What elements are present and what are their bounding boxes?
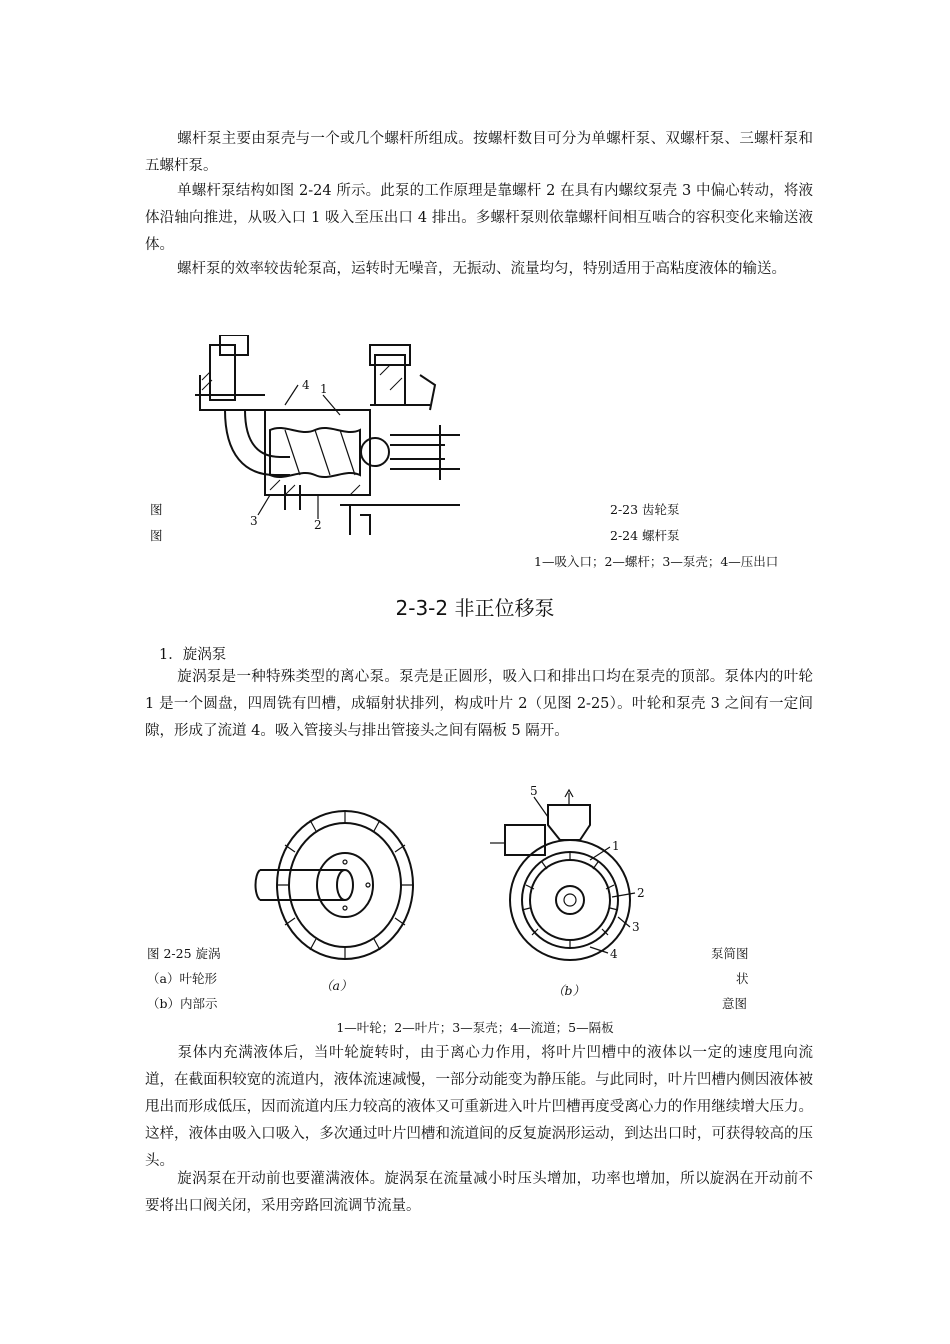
label-2: 2	[637, 886, 645, 900]
label-1: 1	[612, 839, 620, 853]
paragraph-screw-pump-efficiency: 螺杆泵的效率较齿轮泵高，运转时无噪音，无振动、流量均匀，特别适用于高粘度液体的输送。	[177, 261, 786, 277]
fig225-sub-b: （b）	[552, 983, 586, 998]
vortex-pump-internal-diagram	[490, 785, 660, 965]
fig224-caption-left-2: 图	[150, 528, 163, 543]
fig225-caption-left-1: 图 2-25 旋涡	[147, 946, 221, 961]
label-1: 1	[320, 382, 328, 396]
subsection-title: 1．旋涡泵	[159, 647, 227, 663]
label-2: 2	[314, 518, 322, 532]
paragraph-vortex-pump-structure: 旋涡泵是一种特殊类型的离心泵。泵壳是正圆形，吸入口和排出口均在泵壳的顶部。泵体内的叶轮 1 是一个圆盘，四周铣有凹槽，成辐射状排列，构成叶片 2（见图 2-25）。叶轮和泵壳 3 之间有一定间隙，形成了流道 4。吸入管接头与排出管接头之间有隔板 5 隔开。	[145, 669, 813, 739]
label-3: 3	[250, 514, 258, 528]
paragraph-vortex-pump-operation: 旋涡泵在开动前也要灌满液体。旋涡泵在流量减小时压头增加，功率也增加，所以旋涡在开动前不要将出口阀关闭，采用旁路回流调节流量。	[145, 1171, 813, 1214]
fig223-caption: 2-23 齿轮泵	[610, 502, 680, 517]
label-4: 4	[302, 378, 310, 392]
fig224-caption-left-1: 图	[150, 502, 163, 517]
fig225-caption-right-2: 状	[736, 971, 749, 986]
fig225-caption-right-3: 意图	[722, 996, 748, 1011]
label-4: 4	[610, 947, 618, 961]
fig224-legend: 1—吸入口；2—螺杆；3—泵壳；4—压出口	[534, 554, 779, 569]
fig225-caption-right-1: 泵简图	[711, 946, 749, 961]
fig224-caption: 2-24 螺杆泵	[610, 528, 680, 543]
label-3: 3	[632, 920, 640, 934]
screw-pump-diagram	[190, 335, 460, 555]
impeller-diagram	[250, 800, 420, 960]
section-title: 2-3-2 非正位移泵	[395, 596, 555, 620]
label-5: 5	[530, 785, 538, 798]
paragraph-vortex-pump-principle: 泵体内充满液体后，当叶轮旋转时，由于离心力作用，将叶片凹槽中的液体以一定的速度甩向流道，在截面积较宽的流道内，液体流速减慢，一部分动能变为静压能。与此同时，叶片凹槽内侧因液体被甩出而形成低压，因而流道内压力较高的液体又可重新进入叶片凹槽再度受离心力的作用继续增大压力。这样，液体由吸入口吸入，多次通过叶片凹槽和流道间的反复旋涡形运动，到达出口时，可获得较高的压头。	[145, 1045, 813, 1169]
paragraph-screw-pump-intro: 螺杆泵主要由泵壳与一个或几个螺杆所组成。按螺杆数目可分为单螺杆泵、双螺杆泵、三螺杆泵和五螺杆泵。	[145, 131, 813, 174]
fig225-legend: 1—叶轮；2—叶片；3—泵壳；4—流道；5—隔板	[336, 1020, 614, 1035]
fig225-caption-left-2: （a）叶轮形	[147, 971, 217, 986]
paragraph-single-screw-pump: 单螺杆泵结构如图 2-24 所示。此泵的工作原理是靠螺杆 2 在具有内螺纹泵壳 3 中偏心转动，将液体沿轴向推进，从吸入口 1 吸入至压出口 4 排出。多螺杆泵则依靠螺杆间相互啮合的容积变化来输送液体。	[145, 183, 813, 253]
fig225-caption-left-3: （b）内部示	[147, 996, 218, 1011]
fig225-sub-a: （a）	[320, 978, 353, 993]
